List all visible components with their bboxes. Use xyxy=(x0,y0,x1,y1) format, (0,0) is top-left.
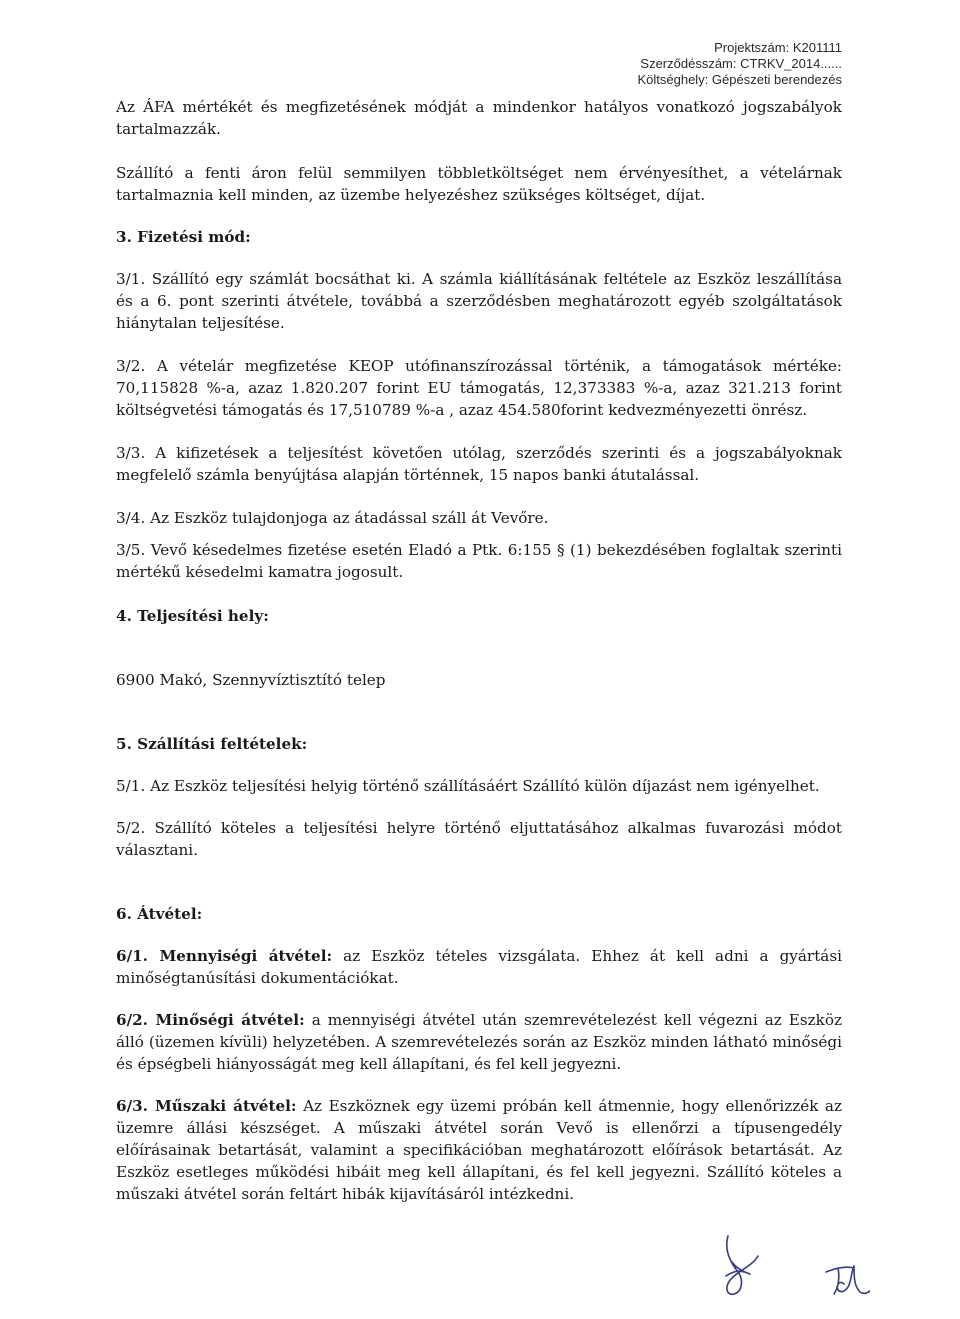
section-3-title: 3. Fizetési mód: xyxy=(116,228,251,246)
section-5-title: 5. Szállítási feltételek: xyxy=(116,735,308,753)
handwritten-signatures xyxy=(640,1232,870,1302)
signature-1 xyxy=(726,1236,758,1294)
paragraph-3-4: 3/4. Az Eszköz tulajdonjoga az átadással száll át Vevőre. xyxy=(116,509,549,527)
paragraph-6-3 xyxy=(116,1095,842,1205)
paragraph-vat: Az ÁFA mértékét és megfizetésének módját a mindenkor hatályos vonatkozó jogszabályok tartalmazzák. xyxy=(116,98,842,138)
signature-2 xyxy=(826,1266,870,1294)
cost-center: Költséghely: Gépészeti berendezés xyxy=(637,72,842,87)
paragraph-6-1-text: az Eszköz tételes vizsgálata. Ehhez át kell adni a gyártási minőségtanúsítási dokumentációkat. xyxy=(116,947,843,987)
delivery-address: 6900 Makó, Szennyvíztisztító telep xyxy=(116,671,386,689)
document-header xyxy=(637,40,842,88)
section-4-title: 4. Teljesítési hely: xyxy=(116,607,269,625)
project-number: Projektszám: K201111 xyxy=(714,40,842,55)
paragraph-6-3-label: 6/3. Műszaki átvétel: xyxy=(116,1097,297,1115)
paragraph-3-3: 3/3. A kifizetések a teljesítést követően utólag, szerződés szerinti és a jogszabályoknak megfelelő számla benyújtása alapján történnek, 15 napos banki átutalással. xyxy=(116,444,842,484)
section-6-title: 6. Átvétel: xyxy=(116,905,203,923)
paragraph-3-5: 3/5. Vevő késedelmes fizetése esetén Eladó a Ptk. 6:155 § (1) bekezdésében foglaltak szerinti mértékű késedelmi kamatra jogosult. xyxy=(116,541,842,581)
paragraph-6-3-text: Az Eszköznek egy üzemi próbán kell átmennie, hogy ellenőrizzék az üzemre állási készséget. A műszaki átvétel során Vevő is ellenőrzi a típusengedély előírásainak betartását, valamint a specifikációban meghatározott előírások betartását. Az Eszköz esetleges működési hibáit meg kell állapítani, és fel kell jegyezni. Szállító köteles a műszaki átvétel során feltárt hibák kijavításáról intézkedni. xyxy=(116,1097,842,1203)
document-body xyxy=(116,96,842,1205)
paragraph-5-2: 5/2. Szállító köteles a teljesítési helyre történő eljuttatásához alkalmas fuvarozási módot választani. xyxy=(116,819,842,859)
paragraph-3-1: 3/1. Szállító egy számlát bocsáthat ki. A számla kiállításának feltétele az Eszköz leszállítása és a 6. pont szerinti átvétele, továbbá a szerződésben meghatározott egyéb szolgáltatások hiánytalan teljesítése. xyxy=(116,270,842,332)
paragraph-5-1: 5/1. Az Eszköz teljesítési helyig történő szállításáért Szállító külön díjazást nem igényelhet. xyxy=(116,777,820,795)
paragraph-6-1 xyxy=(116,945,842,989)
contract-number: Szerződésszám: CTRKV_2014...... xyxy=(640,56,842,71)
paragraph-6-2-label: 6/2. Minőségi átvétel: xyxy=(116,1011,305,1029)
paragraph-6-1-label: 6/1. Mennyiségi átvétel: xyxy=(116,947,333,965)
paragraph-supplier-price: Szállító a fenti áron felül semmilyen többletköltséget nem érvényesíthet, a vételárnak tartalmaznia kell minden, az üzembe helyezéshez szükséges költséget, díjat. xyxy=(116,164,842,204)
paragraph-3-2: 3/2. A vételár megfizetése KEOP utófinanszírozással történik, a támogatások mértéke: 70,115828 %-a, azaz 1.820.207 forint EU támogatás, 12,373383 %-a, azaz 321.213 forint költségvetési támogatás és 17,510789 %-a , azaz 454.580forint kedvezményezetti önrész. xyxy=(116,357,842,419)
paragraph-6-2 xyxy=(116,1009,842,1075)
paragraph-6-2-text: a mennyiségi átvétel után szemrevételezést kell végezni az Eszköz álló (üzemen kívüli) helyzetében. A szemrevételezés során az Eszköz minden látható minőségi és épségbeli hiányosságát meg kell állapítani, és fel kell jegyezni. xyxy=(116,1011,842,1073)
